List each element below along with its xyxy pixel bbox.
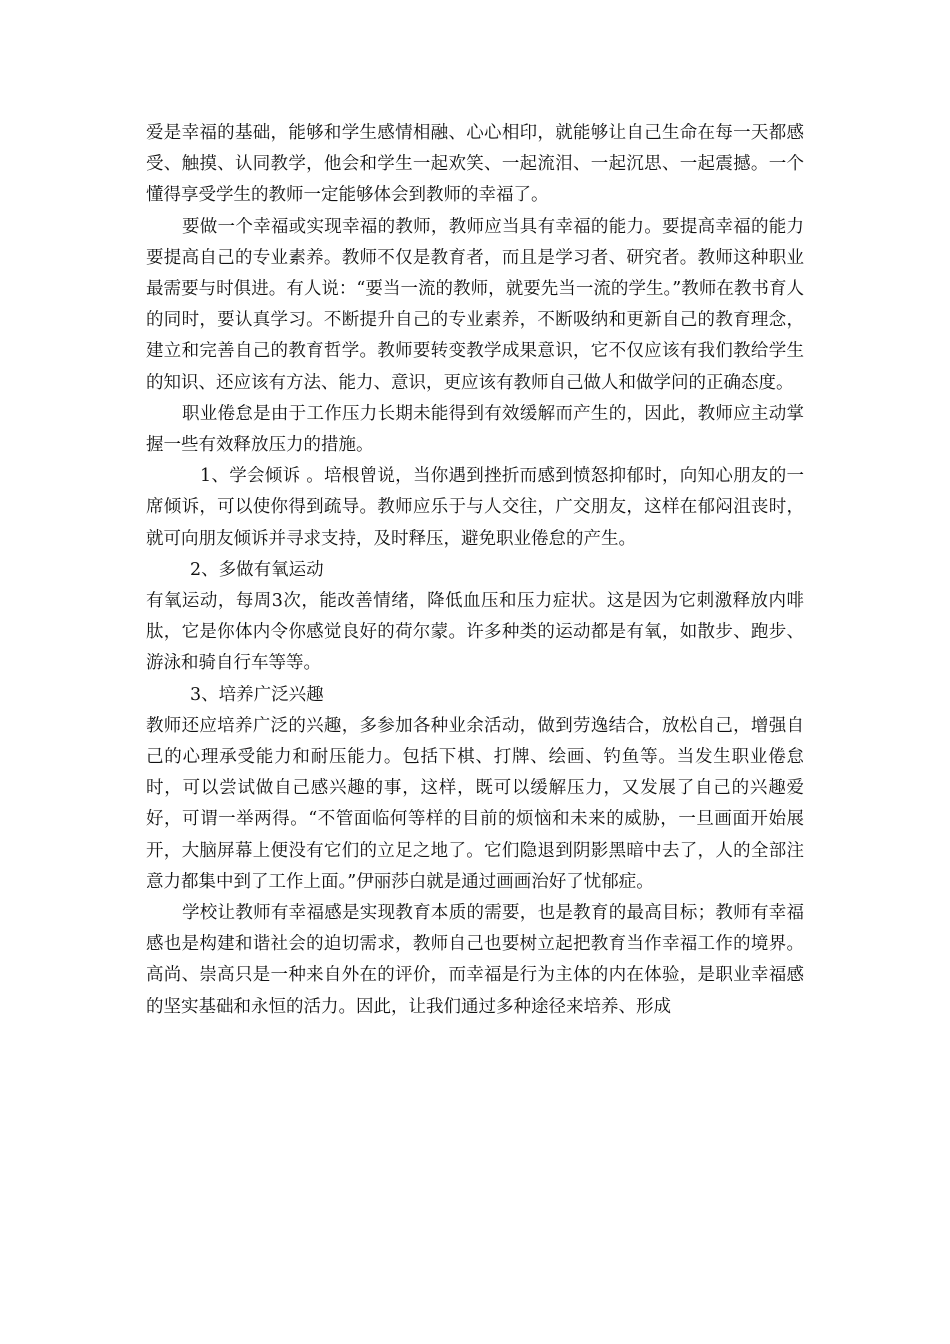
paragraph-love-foundation: 爱是幸福的基础，能够和学生感情相融、心心相印，就能够让自己生命在每一天都感受、触摸、认同教学，他会和学生一起欢笑、一起流泪、一起沉思、一起震撼。一个懂得享受学生的教师一定能够体会到教师的幸福了。	[146, 123, 804, 206]
paragraph-aerobic-exercise: 有氧运动，每周3次，能改善情绪，降低血压和压力症状。这是因为它刺激释放内啡肽，它是你体内令你感觉良好的荷尔蒙。许多种类的运动都是有氧，如散步、跑步、游泳和骑自行车等等。	[146, 591, 804, 674]
heading-aerobic-exercise: 2、多做有氧运动	[190, 559, 324, 580]
document-body	[146, 118, 804, 1023]
paragraph-happiness-ability: 要做一个幸福或实现幸福的教师，教师应当具有幸福的能力。要提高幸福的能力要提高自己的专业素养。教师不仅是教育者，而且是学习者、研究者。教师这种职业最需要与时俱进。有人说：“要当一流的教师，就要先当一流的学生。”教师在教书育人的同时，要认真学习。不断提升自己的专业素养，不断吸纳和更新自己的教育理念，建立和完善自己的教育哲学。教师要转变教学成果意识，它不仅应该有我们教给学生的知识、还应该有方法、能力、意识，更应该有教师自己做人和做学问的正确态度。	[146, 216, 804, 393]
paragraph-burnout: 职业倦怠是由于工作压力长期未能得到有效缓解而产生的，因此，教师应主动掌握一些有效释放压力的措施。	[146, 403, 804, 456]
paragraph-broad-interests: 教师还应培养广泛的兴趣，多参加各种业余活动，做到劳逸结合，放松自己，增强自己的心理承受能力和耐压能力。包括下棋、打牌、绘画、钓鱼等。当发生职业倦怠时，可以尝试做自己感兴趣的事，这样，既可以缓解压力，又发展了自己的兴趣爱好，可谓一举两得。“不管面临何等样的目前的烦恼和未来的威胁，一旦画面开始展开，大脑屏幕上便没有它们的立足之地了。它们隐退到阴影黑暗中去了，人的全部注意力都集中到了工作上面。”伊丽莎白就是通过画画治好了忧郁症。	[146, 715, 804, 892]
paragraph-school-happiness: 学校让教师有幸福感是实现教育本质的需要，也是教育的最高目标；教师有幸福感也是构建和谐社会的迫切需求，教师自己也要树立起把教育当作幸福工作的境界。高尚、崇高只是一种来自外在的评价，而幸福是行为主体的内在体验，是职业幸福感的坚实基础和永恒的活力。因此，让我们通过多种途径来培养、形成	[146, 903, 804, 1017]
paragraph-tip-confide: 1、学会倾诉 。培根曾说，当你遇到挫折而感到愤怒抑郁时，向知心朋友的一席倾诉，可以使你得到疏导。教师应乐于与人交往，广交朋友，这样在郁闷沮丧时，就可向朋友倾诉并寻求支持，及时释压，避免职业倦怠的产生。	[146, 466, 804, 549]
heading-broad-interests: 3、培养广泛兴趣	[190, 684, 324, 705]
